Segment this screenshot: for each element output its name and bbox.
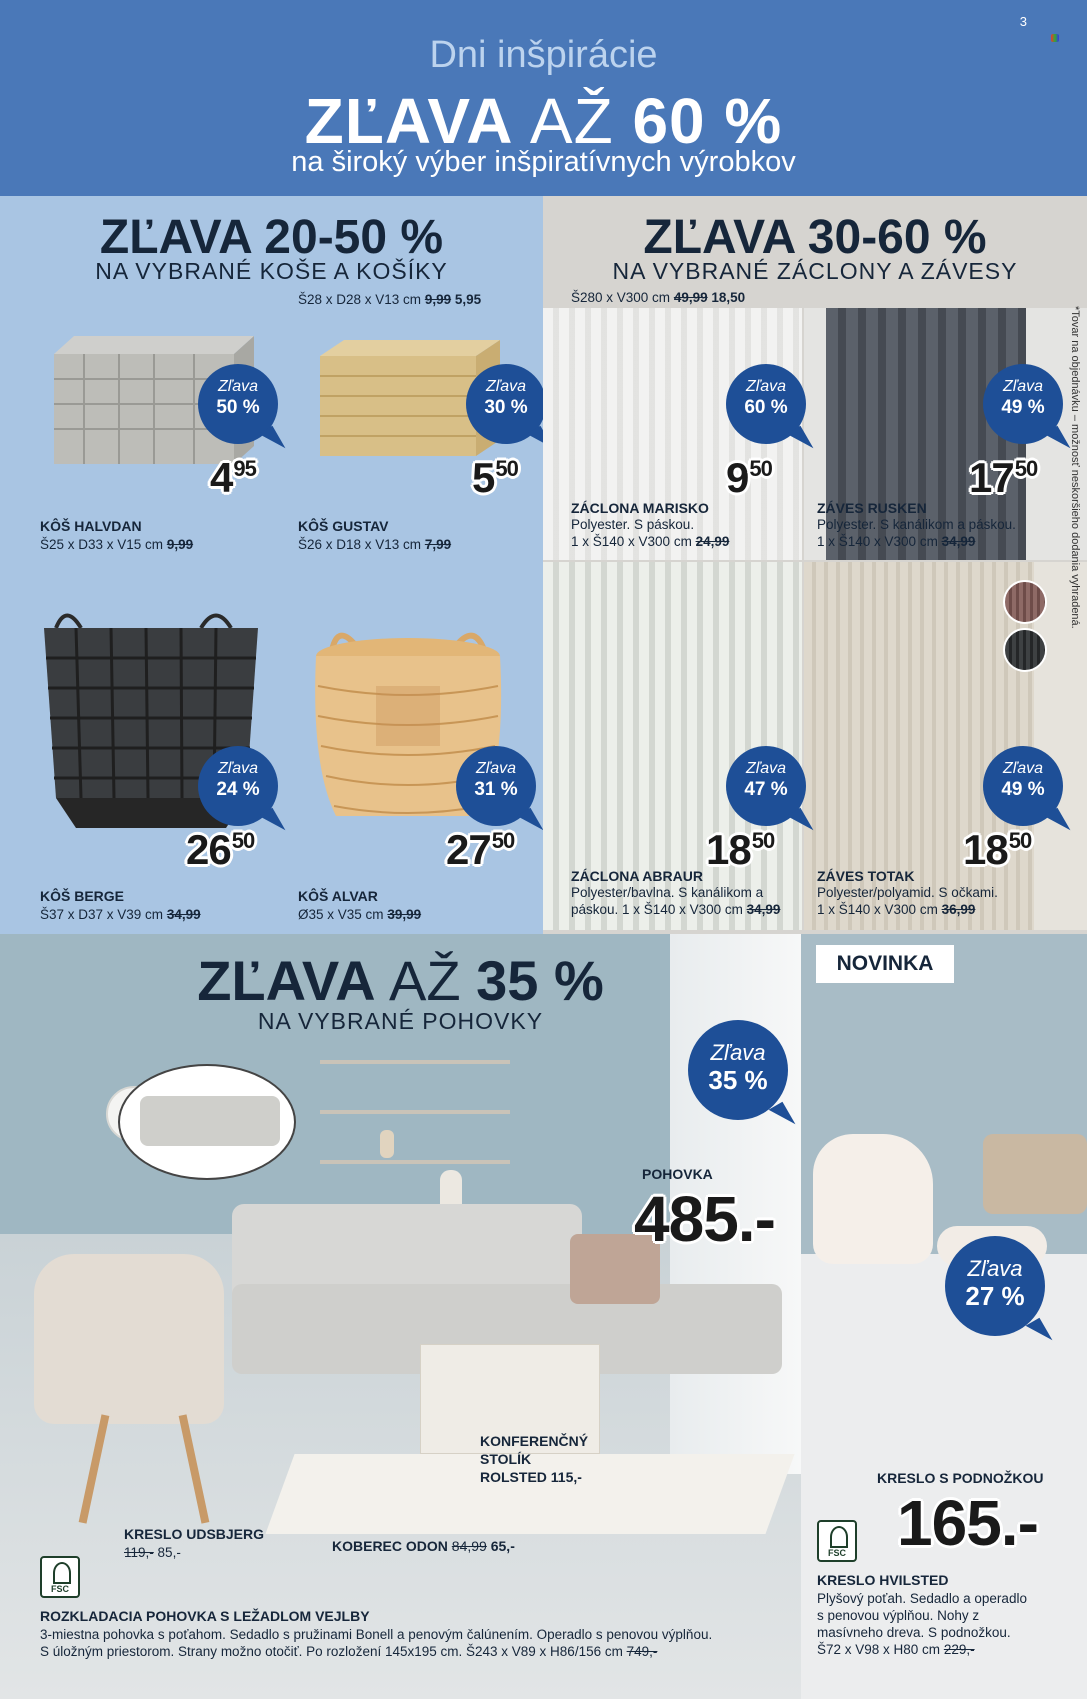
extra-old-price: 9,99	[424, 292, 452, 307]
badge-label: Zľava	[1002, 378, 1044, 395]
old-price: 36,99	[941, 902, 976, 917]
dims-halvdan	[40, 536, 193, 553]
fsc-logo-icon	[817, 1520, 857, 1562]
desc-line1: Polyester/polyamid. S očkami.	[817, 885, 998, 900]
name-gustav: KÔŠ GUSTAV	[298, 518, 389, 534]
price-marisko	[726, 454, 772, 502]
order-note-text: *Tovar na objednávku – možnosť neskoršieho dodania vyhradená.	[1069, 306, 1081, 629]
rug-label: KOBEREC ODON	[332, 1538, 448, 1554]
extra-size: Š280 x V300 cm	[571, 290, 671, 305]
background-sofa	[983, 1134, 1087, 1214]
page-header	[0, 0, 1087, 196]
desc-line2: 1 x Š140 x V300 cm	[817, 902, 938, 917]
old-price: 34,99	[166, 907, 201, 922]
badge-value: 49 %	[1001, 779, 1045, 800]
baskets-subtitle: NA VYBRANÉ KOŠE A KOŠÍKY	[95, 258, 448, 284]
rug-old-price: 84,99	[451, 1538, 487, 1554]
header-subtitle: na široký výber inšpiratívnych výrobkov	[291, 146, 796, 178]
header-title-pct: 60 %	[632, 85, 783, 157]
price-dec: 50	[1008, 828, 1032, 853]
badge-marisko	[726, 364, 806, 444]
sofa-title-bold: ZĽAVA	[197, 949, 374, 1012]
old-price: 34,99	[941, 534, 976, 549]
badge-value: 50 %	[216, 397, 260, 418]
price-int: 27	[446, 826, 491, 873]
desc-abraur	[571, 884, 780, 918]
name-abraur: ZÁCLONA ABRAUR	[571, 868, 703, 884]
desc-line1: Plyšový poťah. Sedadlo a operadlo	[817, 1591, 1027, 1606]
sofa-inset-image[interactable]	[118, 1064, 296, 1180]
sofa-title	[0, 948, 801, 1013]
desc-line1: Polyester/bavlna. S kanálikom a	[571, 885, 764, 900]
name-alvar: KÔŠ ALVAR	[298, 888, 378, 904]
badge-label: Zľava	[745, 378, 787, 395]
badge-label: Zľava	[967, 1256, 1023, 1281]
wall-shelf[interactable]	[320, 1060, 510, 1220]
extra-new-price: 5,95	[454, 292, 482, 307]
curtains-subtitle: NA VYBRANÉ ZÁCLONY A ZÁVESY	[612, 258, 1018, 284]
price-dec: 50	[495, 456, 518, 481]
armchair-old-price: 119,-	[124, 1545, 154, 1560]
badge-label: Zľava	[485, 378, 527, 395]
desc-line2: 1 x Š140 x V300 cm	[817, 534, 938, 549]
badge-label: Zľava	[710, 1040, 766, 1065]
order-note	[1067, 306, 1081, 686]
name-totak: ZÁVES TOTAK	[817, 868, 915, 884]
desc-line3: masívneho dreva. S podnožkou.	[817, 1625, 1011, 1640]
fsc-text: FSC	[51, 1584, 69, 1594]
desc-totak	[817, 884, 998, 918]
old-price: 7,99	[424, 537, 452, 552]
armchair-hvilsted[interactable]	[813, 1134, 933, 1264]
chair-old-price: 229,-	[943, 1642, 975, 1657]
armchair-name: KRESLO UDSBJERG	[124, 1526, 265, 1542]
price-dec: 50	[749, 456, 772, 481]
badge-value: 49 %	[1001, 397, 1045, 418]
price-int: 9	[726, 454, 749, 501]
price-int: 26	[186, 826, 231, 873]
price-halvdan	[210, 454, 256, 502]
price-int: 18	[706, 826, 751, 873]
armchair-udsbjerg[interactable]	[34, 1254, 224, 1424]
badge-rusken	[983, 364, 1063, 444]
swatch-charcoal-icon[interactable]	[1003, 628, 1047, 672]
table-line1: KONFERENČNÝ	[480, 1433, 589, 1449]
price-berge	[186, 826, 254, 874]
dims: Š26 x D18 x V13 cm	[298, 537, 422, 552]
dims: Š25 x D33 x V15 cm	[40, 537, 164, 552]
price-alvar	[446, 826, 514, 874]
chair-section	[801, 934, 1087, 1699]
badge-berge	[198, 746, 278, 826]
curtains-extra-info	[571, 290, 745, 305]
extra-old-price: 49,99	[673, 290, 708, 305]
sofa-subtitle: NA VYBRANÉ POHOVKY	[257, 1008, 544, 1034]
badge-value: 47 %	[744, 779, 788, 800]
fsc-logo-icon	[40, 1556, 80, 1598]
price-dec: 50	[491, 828, 515, 853]
extra-size: Š28 x D28 x V13 cm	[298, 292, 422, 307]
price-chair: 165.-	[897, 1487, 1038, 1559]
badge-label: Zľava	[1002, 760, 1044, 777]
chair-name: KRESLO HVILSTED	[817, 1572, 949, 1588]
dims-alvar	[298, 906, 421, 923]
badge-alvar	[456, 746, 536, 826]
dims-gustav	[298, 536, 451, 553]
badge-value: 60 %	[744, 397, 788, 418]
header-title-light: AŽ	[529, 85, 614, 157]
old-price: 24,99	[695, 534, 730, 549]
desc-line2: S úložným priestorom. Strany možno otočiť. Po rozložení 145x195 cm. Š243 x V89 x H86/156 cm	[40, 1644, 623, 1659]
price-gustav	[472, 454, 518, 502]
price-totak	[963, 826, 1031, 874]
pohovka-label: POHOVKA	[642, 1166, 713, 1182]
novinka-label: NOVINKA	[816, 945, 954, 983]
old-price: 9,99	[166, 537, 194, 552]
swatch-mauve-icon[interactable]	[1003, 580, 1047, 624]
badge-value: 35 %	[708, 1065, 768, 1095]
price-dec: 50	[751, 828, 775, 853]
name-rusken: ZÁVES RUSKEN	[817, 500, 927, 516]
baskets-extra-info	[298, 292, 481, 307]
badge-value: 27 %	[965, 1281, 1025, 1311]
badge-sofa	[688, 1020, 788, 1120]
price-abraur	[706, 826, 774, 874]
armchair-price	[124, 1544, 181, 1561]
name-berge: KÔŠ BERGE	[40, 888, 125, 904]
desc-line2: páskou. 1 x Š140 x V300 cm	[571, 902, 743, 917]
chair-label: KRESLO S PODNOŽKOU	[877, 1470, 1044, 1486]
old-price: 39,99	[387, 907, 422, 922]
badge-value: 24 %	[216, 779, 260, 800]
desc-line2: 1 x Š140 x V300 cm	[571, 534, 692, 549]
dims: Š37 x D37 x V39 cm	[40, 907, 164, 922]
desc-line4: Š72 x V98 x H80 cm	[817, 1642, 941, 1657]
sofa-old-price: 749,-	[626, 1644, 658, 1659]
dims-berge	[40, 906, 201, 923]
badge-abraur	[726, 746, 806, 826]
baskets-title: ZĽAVA 20-50 %	[99, 211, 444, 264]
badge-label: Zľava	[475, 760, 517, 777]
desc-rusken	[817, 516, 1016, 550]
price-int: 17	[969, 454, 1014, 501]
armchair-new-price: 85,-	[157, 1545, 181, 1560]
rug-new-price: 65,-	[490, 1538, 515, 1554]
dims: Ø35 x V35 cm	[298, 907, 384, 922]
extra-new-price: 18,50	[711, 290, 746, 305]
desc-line1: 3-miestna pohovka s poťahom. Sedadlo s pružinami Bonell a penovým čalúnením. Operadlo s penovou výplňou.	[40, 1627, 713, 1642]
badge-label: Zľava	[217, 378, 259, 395]
price-int: 18	[963, 826, 1008, 873]
table-name	[480, 1432, 588, 1486]
sofa-main-desc	[40, 1626, 712, 1660]
name-halvdan: KÔŠ HALVDAN	[40, 518, 142, 534]
table-line3: ROLSTED 115,-	[480, 1469, 582, 1485]
desc-line1: Polyester. S páskou.	[571, 517, 695, 532]
desc-line2: s penovou výplňou. Nohy z	[817, 1608, 980, 1623]
badge-label: Zľava	[217, 760, 259, 777]
price-dec: 95	[233, 456, 256, 481]
fsc-text: FSC	[828, 1548, 846, 1558]
badge-gustav	[466, 364, 543, 444]
badge-value: 30 %	[484, 397, 528, 418]
price-sofa: 485.-	[634, 1183, 775, 1255]
header-title-bold: ZĽAVA	[304, 85, 512, 157]
price-dec: 50	[1014, 456, 1038, 481]
old-price: 34,99	[746, 902, 781, 917]
sofa-main-name: ROZKLADACIA POHOVKA S LEŽADLOM VEJLBY	[40, 1608, 370, 1624]
badge-chair	[945, 1236, 1045, 1336]
rug-name	[332, 1538, 515, 1554]
badge-value: 31 %	[474, 779, 518, 800]
table-line2: STOLÍK	[480, 1451, 532, 1467]
badge-label: Zľava	[745, 760, 787, 777]
page-number: 3	[1019, 14, 1027, 29]
sofa-section	[0, 934, 801, 1699]
price-rusken	[969, 454, 1037, 502]
sofa-title-pct: 35 %	[476, 949, 604, 1012]
badge-totak	[983, 746, 1063, 826]
baskets-section	[0, 196, 543, 934]
price-int: 4	[210, 454, 233, 501]
chair-desc	[817, 1590, 1027, 1658]
price-int: 5	[472, 454, 495, 501]
desc-marisko	[571, 516, 729, 550]
desc-line1: Polyester. S kanálikom a páskou.	[817, 517, 1016, 532]
curtains-title: ZĽAVA 30-60 %	[643, 211, 987, 264]
curtains-section	[543, 196, 1087, 934]
sofa-title-light: AŽ	[389, 949, 461, 1012]
price-dec: 50	[231, 828, 255, 853]
badge-halvdan	[198, 364, 278, 444]
name-marisko: ZÁCLONA MARISKO	[571, 500, 709, 516]
header-kicker: Dni inšpirácie	[429, 34, 658, 76]
